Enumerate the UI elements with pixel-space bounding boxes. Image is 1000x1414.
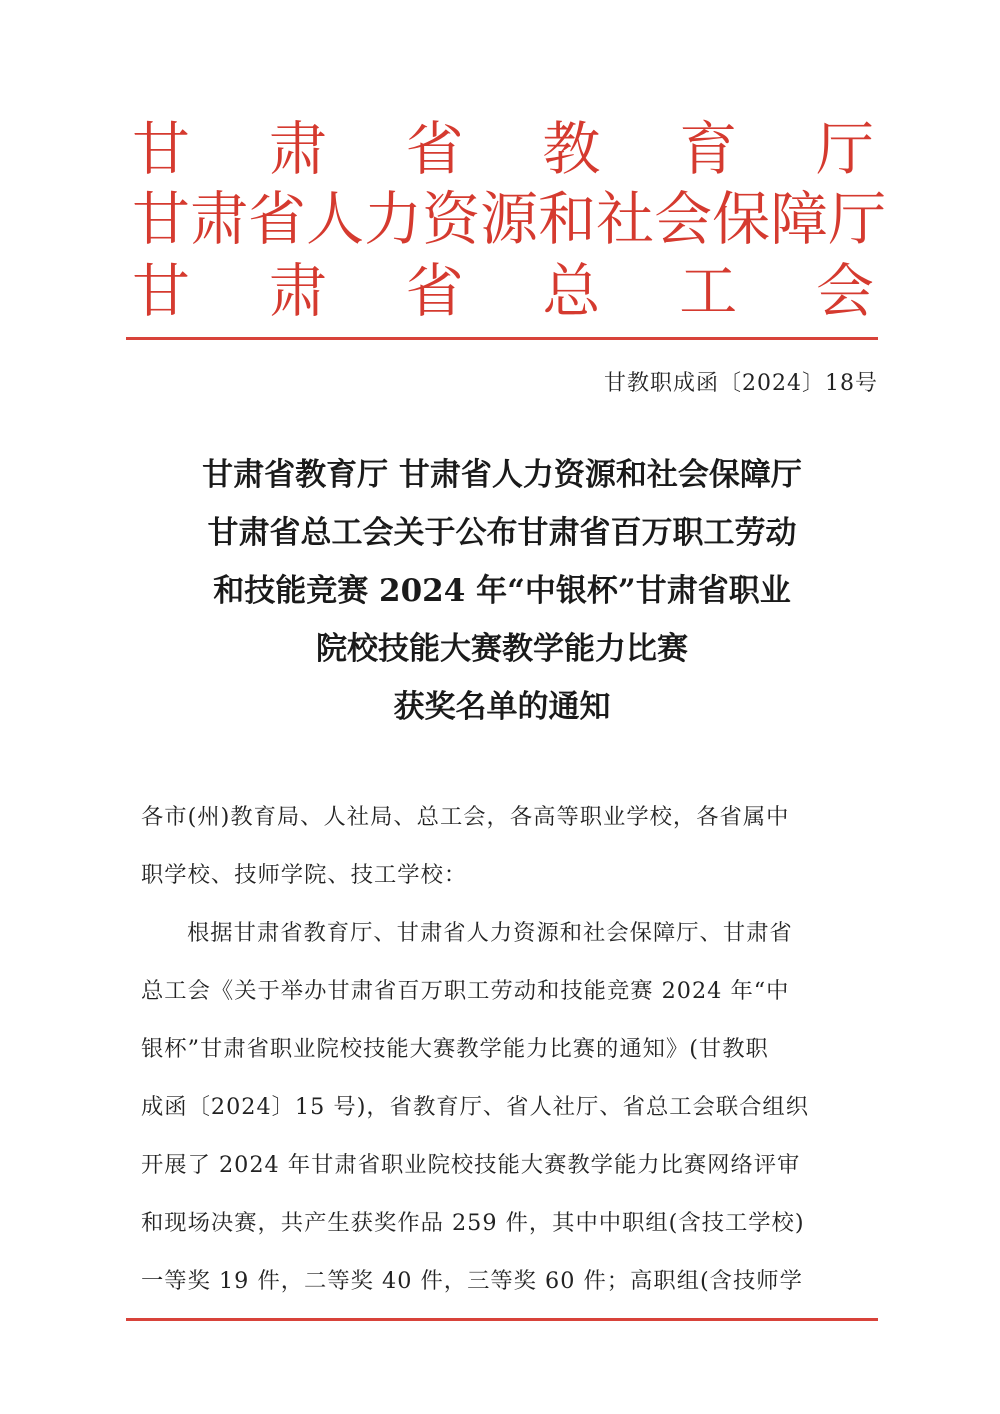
issuer-char: 育 xyxy=(679,115,738,183)
paragraph-line: 开展了 2024 年甘肃省职业院校技能大赛教学能力比赛网络评审 xyxy=(141,1152,801,1178)
issuer-char: 厅 xyxy=(815,115,874,183)
paragraph-line: 成函〔2024〕15 号)，省教育厅、省人社厅、省总工会联合组织 xyxy=(141,1094,810,1120)
issuer-char: 省 xyxy=(405,115,464,183)
issuer-char: 社 xyxy=(596,185,655,253)
issuer-char: 教 xyxy=(542,115,601,183)
issuer-char: 会 xyxy=(815,257,874,325)
issuer-char: 障 xyxy=(770,185,829,253)
issuer-char: 甘 xyxy=(132,185,191,253)
title-line: 获奖名单的通知 xyxy=(393,689,611,725)
issuer-char: 人 xyxy=(306,185,365,253)
issuer-char: 资 xyxy=(422,185,481,253)
paragraph-line: 一等奖 19 件，二等奖 40 件，三等奖 60 件；高职组(含技师学 xyxy=(141,1268,803,1294)
document-title xyxy=(126,446,878,736)
issuer-char: 肃 xyxy=(268,115,327,183)
document-body xyxy=(141,788,878,1310)
issuer-char: 厅 xyxy=(828,185,887,253)
title-line: 甘肃省教育厅 甘肃省人力资源和社会保障厅 xyxy=(202,457,802,493)
paragraph-line: 和现场决赛，共产生获奖作品 259 件，其中中职组(含技工学校) xyxy=(141,1210,805,1236)
issuer-char: 甘 xyxy=(132,257,191,325)
issuer-char: 总 xyxy=(542,257,601,325)
addressee-line: 各市(州)教育局、人社局、总工会，各高等职业学校，各省属中 xyxy=(141,804,790,830)
issuer-line-hrss xyxy=(132,185,887,253)
issuer-char: 肃 xyxy=(268,257,327,325)
issuer-char: 工 xyxy=(679,257,738,325)
paragraph-line: 根据甘肃省教育厅、甘肃省人力资源和社会保障厅、甘肃省 xyxy=(187,920,793,946)
title-line: 院校技能大赛教学能力比赛 xyxy=(316,631,688,667)
issuer-char: 省 xyxy=(405,257,464,325)
issuer-char: 和 xyxy=(538,185,597,253)
title-line: 甘肃省总工会关于公布甘肃省百万职工劳动 xyxy=(207,515,797,551)
document-number: 甘教职成函〔2024〕18号 xyxy=(604,371,878,396)
issuer-line-education xyxy=(132,115,874,183)
header-red-rule xyxy=(126,337,878,340)
issuer-char: 省 xyxy=(248,185,307,253)
title-line: 和技能竞赛 2024 年“中银杯”甘肃省职业 xyxy=(213,573,791,609)
paragraph-line: 总工会《关于举办甘肃省百万职工劳动和技能竞赛 2024 年“中 xyxy=(141,978,790,1004)
issuer-line-union xyxy=(132,257,874,325)
issuer-char: 会 xyxy=(654,185,713,253)
footer-red-rule xyxy=(126,1318,878,1321)
issuer-char: 保 xyxy=(712,185,771,253)
addressee-line: 职学校、技师学院、技工学校： xyxy=(141,862,468,888)
issuer-char: 甘 xyxy=(132,115,191,183)
paragraph-line: 银杯”甘肃省职业院校技能大赛教学能力比赛的通知》(甘教职 xyxy=(141,1036,769,1062)
issuer-char: 力 xyxy=(364,185,423,253)
issuer-char: 肃 xyxy=(190,185,249,253)
issuer-char: 源 xyxy=(480,185,539,253)
